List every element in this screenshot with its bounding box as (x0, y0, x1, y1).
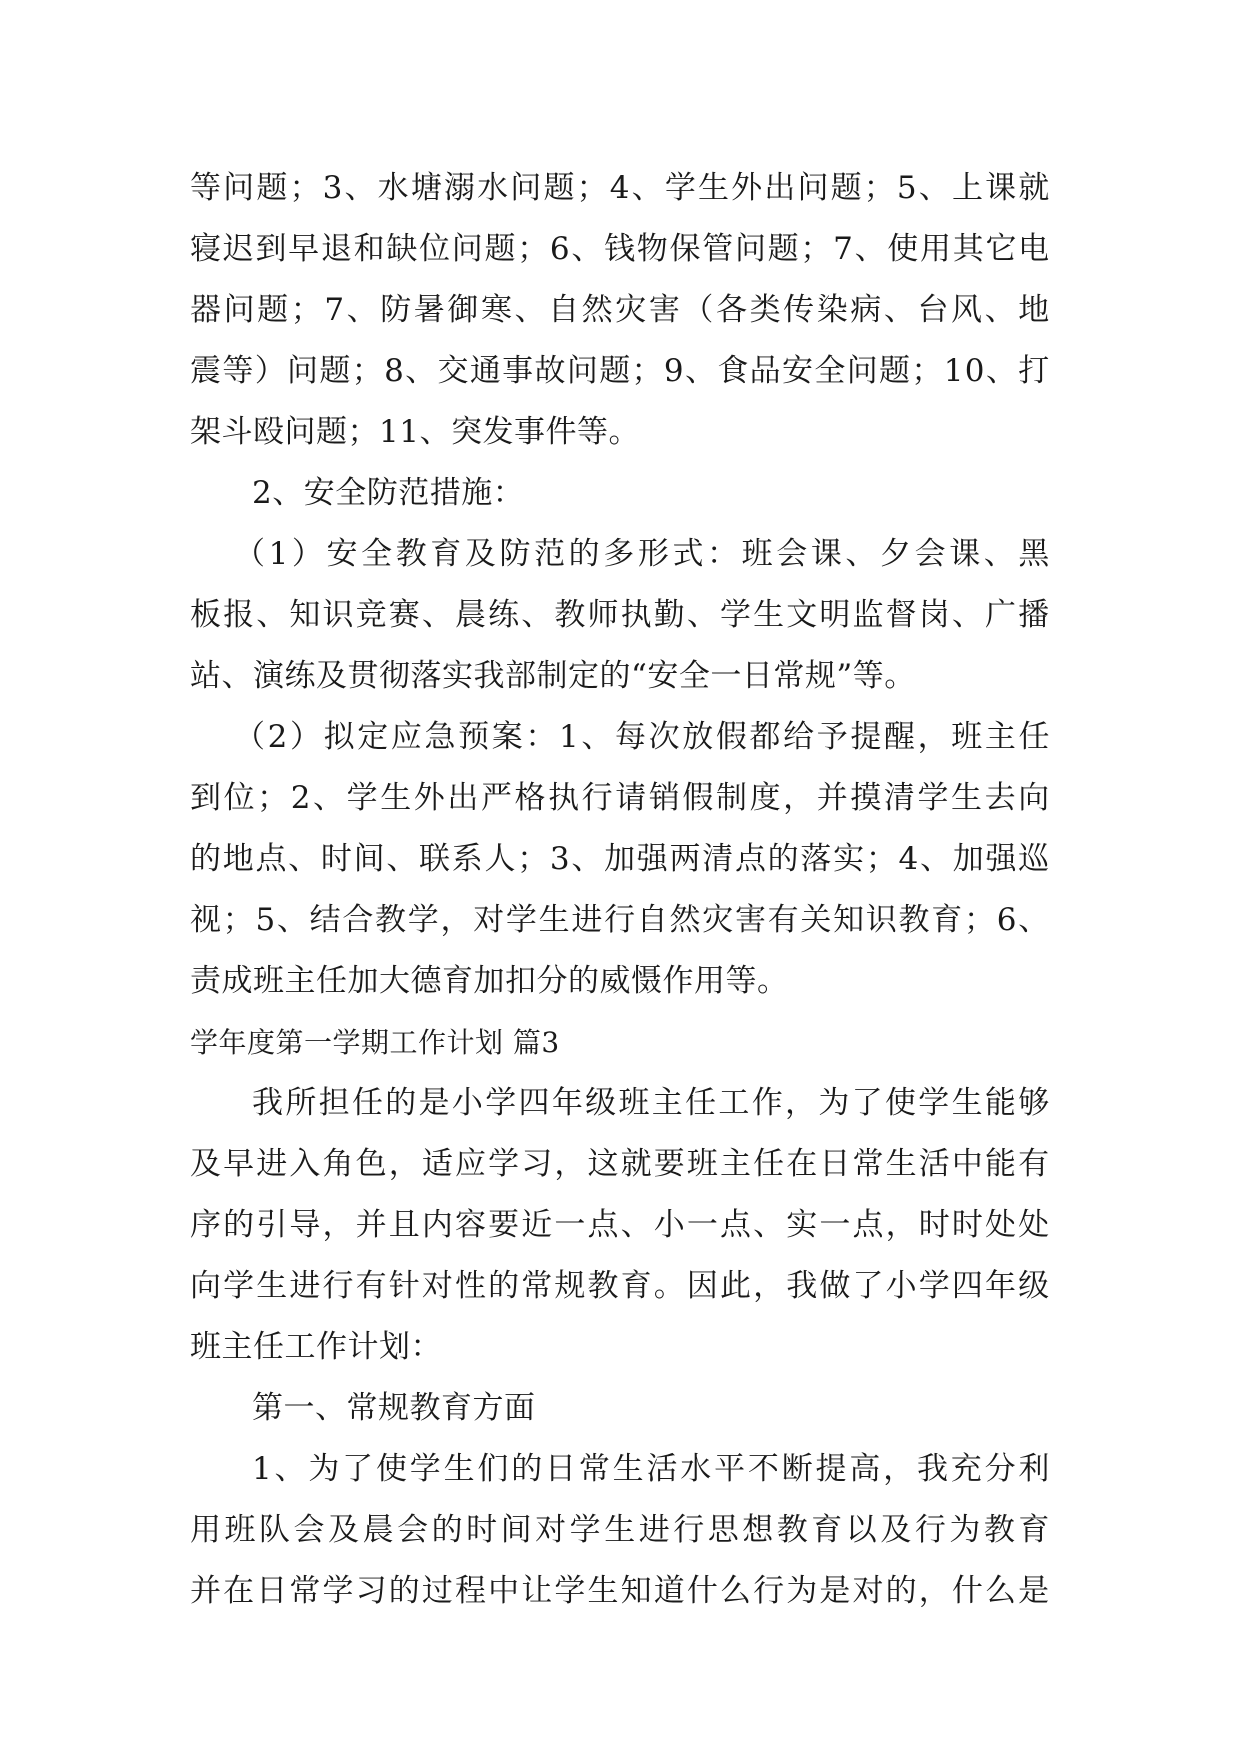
text-line: 我 所 担 任 的 是 小 学 四 年 级 班 主 任 工 作 ， 为 了 使 学 生 能 够 (252, 1085, 1050, 1121)
list-heading: 2、安全防范措施： (252, 475, 525, 511)
subsection-heading: 第一、常规教育方面 (252, 1390, 536, 1426)
text-line: 寝 迟 到 早 退 和 缺 位 问 题 ； 6 、 钱 物 保 管 问 题 ； 7 、 使 用 其 它 电 (190, 231, 1050, 267)
text-line: 架斗殴问题；11、突发事件等。 (190, 414, 640, 450)
document-body (190, 158, 1050, 1622)
text-line: 1 、 为 了 使 学 生 们 的 日 常 生 活 水 平 不 断 提 高 ， 我 充 分 利 (252, 1451, 1050, 1487)
text-line: 向 学 生 进 行 有 针 对 性 的 常 规 教 育 。 因 此 ， 我 做 了 小 学 四 年 级 (190, 1268, 1050, 1304)
section-title: 学年度第一学期工作计划 篇3 (190, 1026, 560, 1059)
text-line: 站、演练及贯彻落实我部制定的“安全一日常规”等。 (190, 658, 916, 694)
text-line: （ 1 ） 安 全 教 育 及 防 范 的 多 形 式 ： 班 会 课 、 夕 会 课 、 黑 (234, 536, 1050, 572)
text-line: 器 问 题 ； 7 、 防 暑 御 寒 、 自 然 灾 害 （ 各 类 传 染 病 、 台 风 、 地 (190, 292, 1050, 328)
text-line: 及 早 进 入 角 色 ， 适 应 学 习 ， 这 就 要 班 主 任 在 日 常 生 活 中 能 有 (190, 1146, 1050, 1182)
text-line: 的 地 点 、 时 间 、 联 系 人 ； 3 、 加 强 两 清 点 的 落 实 ； 4 、 加 强 巡 (190, 841, 1050, 877)
text-line: 到 位 ； 2 、 学 生 外 出 严 格 执 行 请 销 假 制 度 ， 并 摸 清 学 生 去 向 (190, 780, 1050, 816)
text-line: 并 在 日 常 学 习 的 过 程 中 让 学 生 知 道 什 么 行 为 是 对 的 ， 什 么 是 (190, 1573, 1050, 1609)
text-line: 板 报 、 知 识 竞 赛 、 晨 练 、 教 师 执 勤 、 学 生 文 明 监 督 岗 、 广 播 (190, 597, 1050, 633)
text-line: 序 的 引 导 ， 并 且 内 容 要 近 一 点 、 小 一 点 、 实 一 点 ， 时 时 处 处 (190, 1207, 1050, 1243)
text-line: 等 问 题 ； 3 、 水 塘 溺 水 问 题 ； 4 、 学 生 外 出 问 题 ； 5 、 上 课 就 (190, 170, 1050, 206)
text-line: 视 ； 5 、 结 合 教 学 ， 对 学 生 进 行 自 然 灾 害 有 关 知 识 教 育 ； 6 、 (190, 902, 1050, 938)
text-line: 用 班 队 会 及 晨 会 的 时 间 对 学 生 进 行 思 想 教 育 以 及 行 为 教 育 (190, 1512, 1050, 1548)
text-line: 班主任工作计划： (190, 1329, 442, 1365)
text-line: 责成班主任加大德育加扣分的威慑作用等。 (190, 963, 789, 999)
text-line: 震 等 ） 问 题 ； 8 、 交 通 事 故 问 题 ； 9 、 食 品 安 全 问 题 ； 1 0 、 打 (190, 353, 1050, 389)
text-line: （ 2 ） 拟 定 应 急 预 案 ： 1 、 每 次 放 假 都 给 予 提 醒 ， 班 主 任 (234, 719, 1050, 755)
